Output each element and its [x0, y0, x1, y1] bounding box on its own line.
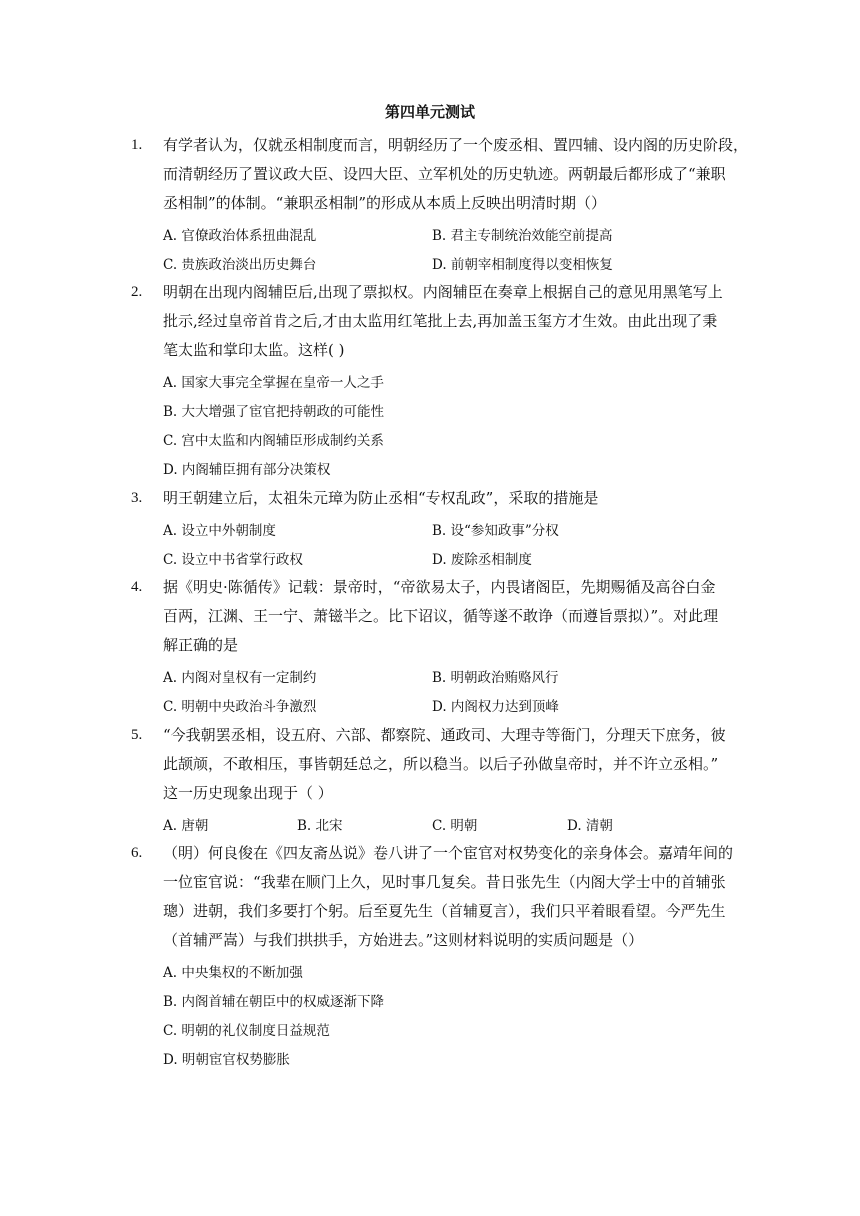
question-stem: [163, 131, 749, 218]
stem-line: 璁）进朝，我们多要打个躬。后至夏先生（首辅夏言），我们只平着眼看望。今严先生: [163, 902, 726, 920]
option-d: D. 废除丞相制度: [432, 552, 532, 568]
stem-line: 笔太监和掌印太监。这样( ): [163, 341, 345, 359]
option-d: D. 内阁辅臣拥有部分决策权: [163, 462, 331, 478]
option-c: C. 明朝的礼仪制度日益规范: [163, 1023, 330, 1039]
stem-line: 丞相制”的体制。“兼职丞相制”的形成从本质上反映出明清时期（）: [163, 194, 607, 212]
option-d: D. 前朝宰相制度得以变相恢复: [432, 257, 613, 273]
option-b: B. 大大增强了宦官把持朝政的可能性: [163, 404, 385, 420]
option-d: D. 清朝: [567, 818, 613, 834]
question-stem: [163, 573, 728, 660]
question-stem: [163, 484, 728, 513]
stem-line: 这一历史现象出现于（ ）: [163, 784, 333, 802]
stem-line: 批示,经过皇帝首肯之后,才由太监用红笔批上去,再加盖玉玺方才生效。由此出现了秉: [163, 312, 718, 330]
question-number: 4.: [131, 579, 143, 595]
stem-line: 明朝在出现内阁辅臣后,出现了票拟权。内阁辅臣在奏章上根据自己的意见用黑笔写上: [163, 283, 723, 301]
stem-line: 明王朝建立后，太祖朱元璋为防止丞相“专权乱政”，采取的措施是: [163, 489, 599, 507]
stem-line: 一位宦官说：“我辈在顺门上久，见时事几复矣。昔日张先生（内阁大学士中的首辅张: [163, 873, 726, 891]
option-c: C. 明朝中央政治斗争激烈: [163, 699, 317, 715]
question-number: 5.: [131, 727, 143, 743]
stem-line: 百两，江渊、王一宁、萧镃半之。比下诏议，循等遂不敢诤（而遵旨票拟）”。对此理: [163, 607, 719, 625]
question-number: 6.: [131, 845, 143, 861]
option-b: B. 内阁首辅在朝臣中的权威逐渐下降: [163, 994, 385, 1010]
stem-line: 有学者认为，仅就丞相制度而言，明朝经历了一个废丞相、置四辅、设内阁的历史阶段，: [163, 136, 749, 154]
option-b: B. 君主专制统治效能空前提高: [432, 228, 613, 244]
stem-line: （首辅严嵩）与我们拱拱手，方始进去。”这则材料说明的实质问题是（）: [163, 931, 644, 949]
option-c: C. 设立中书省掌行政权: [163, 552, 303, 568]
question-stem: [163, 278, 728, 365]
option-c: C. 明朝: [432, 818, 478, 834]
option-b: B. 明朝政治贿赂风行: [432, 670, 559, 686]
option-c: C. 贵族政治淡出历史舞台: [163, 257, 317, 273]
option-a: A. 国家大事完全掌握在皇帝一人之手: [163, 375, 384, 391]
stem-line: 据《明史·陈循传》记载：景帝时，“帝欲易太子，内畏诸阁臣，先期赐循及高谷白金: [163, 578, 716, 596]
option-a: A. 内阁对皇权有一定制约: [163, 670, 317, 686]
option-d: D. 内阁权力达到顶峰: [432, 699, 559, 715]
question-number: 1.: [131, 137, 143, 153]
option-a: A. 中央集权的不断加强: [163, 965, 303, 981]
option-a: A. 官僚政治体系扭曲混乱: [163, 228, 317, 244]
stem-line: 解正确的是: [163, 636, 239, 654]
stem-line: 此颉颃，不敢相压，事皆朝廷总之，所以稳当。以后子孙做皇帝时，并不许立丞相。”: [163, 755, 719, 773]
question-stem: [163, 721, 728, 808]
page-title: 第四单元测试: [384, 103, 475, 121]
stem-line: “今我朝罢丞相，设五府、六部、都察院、通政司、大理寺等衙门，分理天下庶务，彼: [163, 726, 726, 744]
option-c: C. 宫中太监和内阁辅臣形成制约关系: [163, 433, 384, 449]
stem-line: 而清朝经历了置议政大臣、设四大臣、立军机处的历史轨迹。两朝最后都形成了“兼职: [163, 165, 726, 183]
question-stem: [163, 839, 734, 955]
question-number: 3.: [131, 490, 143, 506]
question-number: 2.: [131, 284, 143, 300]
stem-line: （明）何良俊在《四友斋丛说》卷八讲了一个宦官对权势变化的亲身体会。嘉靖年间的: [163, 844, 734, 862]
option-d: D. 明朝宦官权势膨胀: [163, 1052, 290, 1068]
option-a: A. 设立中外朝制度: [163, 523, 276, 539]
option-b: B. 北宋: [297, 818, 343, 834]
option-b: B. 设“参知政事”分权: [432, 523, 559, 539]
option-a: A. 唐朝: [163, 818, 209, 834]
